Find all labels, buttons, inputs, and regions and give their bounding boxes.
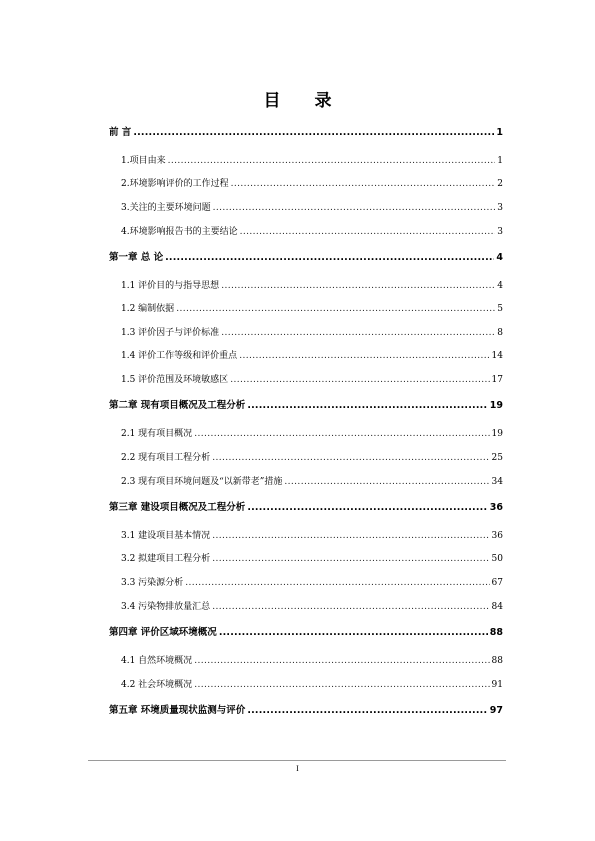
toc-entry-page: 4 <box>497 281 503 291</box>
toc-entry-label: 4.环境影响报告书的主要结论 <box>121 227 238 237</box>
toc-entry-label: 4.2 社会环境概况 <box>121 680 193 690</box>
toc-entry-page: 91 <box>491 680 503 690</box>
toc-section-entry[interactable] <box>121 325 503 338</box>
toc-entry-page: 84 <box>491 602 503 612</box>
toc-leader-dots <box>240 227 496 237</box>
toc-section-entry[interactable] <box>121 528 503 541</box>
toc-entry-label: 1.5 评价范围及环境敏感区 <box>121 375 229 385</box>
toc-section-entry[interactable] <box>121 653 503 666</box>
toc-section-entry[interactable] <box>121 372 503 385</box>
toc-entry-page: 34 <box>491 477 503 487</box>
toc-section-entry[interactable] <box>121 575 503 588</box>
toc-leader-dots <box>239 351 489 361</box>
toc-section-entry[interactable] <box>121 348 503 361</box>
toc-leader-dots <box>212 554 489 564</box>
toc-entry-label: 2.3 现有项目环境问题及“以新带老”措施 <box>121 477 283 487</box>
toc-chapter-entry[interactable] <box>109 499 503 513</box>
toc-section-entry[interactable] <box>121 426 503 439</box>
toc-leader-dots <box>194 429 489 439</box>
toc-entry-page: 3 <box>497 203 503 213</box>
toc-leader-dots <box>284 477 489 487</box>
toc-entry-page: 1 <box>496 127 503 138</box>
toc-entry-page: 36 <box>489 502 503 513</box>
toc-leader-dots <box>185 578 489 588</box>
toc-leader-dots <box>213 203 496 213</box>
toc-leader-dots <box>230 375 489 385</box>
toc-entry-page: 5 <box>497 304 503 314</box>
toc-entry-label: 1.4 评价工作等级和评价重点 <box>121 351 238 361</box>
toc-section-entry[interactable] <box>121 278 503 291</box>
toc-leader-dots <box>231 179 496 189</box>
toc-leader-dots <box>194 656 489 666</box>
toc-entry-page: 25 <box>491 453 503 463</box>
toc-entry-label: 2.环境影响评价的工作过程 <box>121 179 229 189</box>
toc-section-entry[interactable] <box>121 200 503 213</box>
toc-chapter-entry[interactable] <box>109 249 503 263</box>
toc-section-entry[interactable] <box>121 599 503 612</box>
toc-entry-page: 8 <box>497 328 503 338</box>
toc-entry-label: 3.2 拟建项目工程分析 <box>121 554 211 564</box>
toc-entry-label: 第五章 环境质量现状监测与评价 <box>109 705 246 716</box>
toc-entry-page: 14 <box>491 351 503 361</box>
toc-entry-page: 67 <box>491 578 503 588</box>
toc-leader-dots <box>247 400 487 411</box>
toc-entry-page: 2 <box>497 179 503 189</box>
toc-entry-page: 97 <box>489 705 503 716</box>
toc-chapter-entry[interactable] <box>109 624 503 638</box>
toc-leader-dots <box>165 252 494 263</box>
toc-leader-dots <box>247 502 487 513</box>
toc-chapter-entry[interactable] <box>109 397 503 411</box>
toc-entry-label: 第三章 建设项目概况及工程分析 <box>109 502 246 513</box>
toc-leader-dots <box>221 328 495 338</box>
toc-chapter-entry[interactable] <box>109 124 503 138</box>
toc-entry-label: 2.1 现有项目概况 <box>121 429 193 439</box>
page-number: I <box>296 764 299 773</box>
toc-section-entry[interactable] <box>121 450 503 463</box>
toc-entry-page: 36 <box>491 531 503 541</box>
toc-leader-dots <box>247 705 487 716</box>
toc-section-entry[interactable] <box>121 224 503 237</box>
toc-entry-page: 50 <box>491 554 503 564</box>
toc-leader-dots <box>219 627 488 638</box>
toc-entry-label: 前 言 <box>109 127 132 138</box>
toc-entry-page: 19 <box>491 429 503 439</box>
toc-leader-dots <box>212 531 489 541</box>
toc-leader-dots <box>133 127 494 138</box>
toc-entry-page: 88 <box>491 656 503 666</box>
toc-leader-dots <box>168 156 496 166</box>
toc-section-entry[interactable] <box>121 677 503 690</box>
toc-entry-label: 1.项目由来 <box>121 156 166 166</box>
toc-entry-label: 1.1 评价目的与指导思想 <box>121 281 220 291</box>
toc-section-entry[interactable] <box>121 551 503 564</box>
toc-entry-label: 第四章 评价区域环境概况 <box>109 627 217 638</box>
toc-chapter-entry[interactable] <box>109 702 503 716</box>
toc-leader-dots <box>221 281 495 291</box>
toc-entry-label: 1.2 编制依据 <box>121 304 175 314</box>
toc-entry-label: 第二章 现有项目概况及工程分析 <box>109 400 246 411</box>
toc-entry-label: 3.关注的主要环境问题 <box>121 203 211 213</box>
toc-entry-label: 1.3 评价因子与评价标准 <box>121 328 220 338</box>
toc-entry-page: 3 <box>497 227 503 237</box>
toc-entry-page: 17 <box>491 375 503 385</box>
toc-entry-label: 2.2 现有项目工程分析 <box>121 453 211 463</box>
toc-section-entry[interactable] <box>121 474 503 487</box>
footer-divider <box>88 760 506 761</box>
toc-leader-dots <box>212 453 489 463</box>
toc-title: 目 录 <box>263 91 346 111</box>
toc-entry-label: 3.4 污染物排放量汇总 <box>121 602 211 612</box>
toc-entry-page: 4 <box>496 252 503 263</box>
toc-entry-label: 4.1 自然环境概况 <box>121 656 193 666</box>
toc-entry-label: 3.3 污染源分析 <box>121 578 184 588</box>
toc-section-entry[interactable] <box>121 176 503 189</box>
toc-leader-dots <box>212 602 489 612</box>
toc-entry-page: 1 <box>497 156 503 166</box>
toc-entry-page: 19 <box>489 400 503 411</box>
toc-entry-page: 88 <box>489 627 503 638</box>
toc-leader-dots <box>176 304 495 314</box>
toc-entry-label: 3.1 建设项目基本情况 <box>121 531 211 541</box>
toc-section-entry[interactable] <box>121 301 503 314</box>
toc-section-entry[interactable] <box>121 153 503 166</box>
toc-leader-dots <box>194 680 489 690</box>
toc-entry-label: 第一章 总 论 <box>109 252 164 263</box>
